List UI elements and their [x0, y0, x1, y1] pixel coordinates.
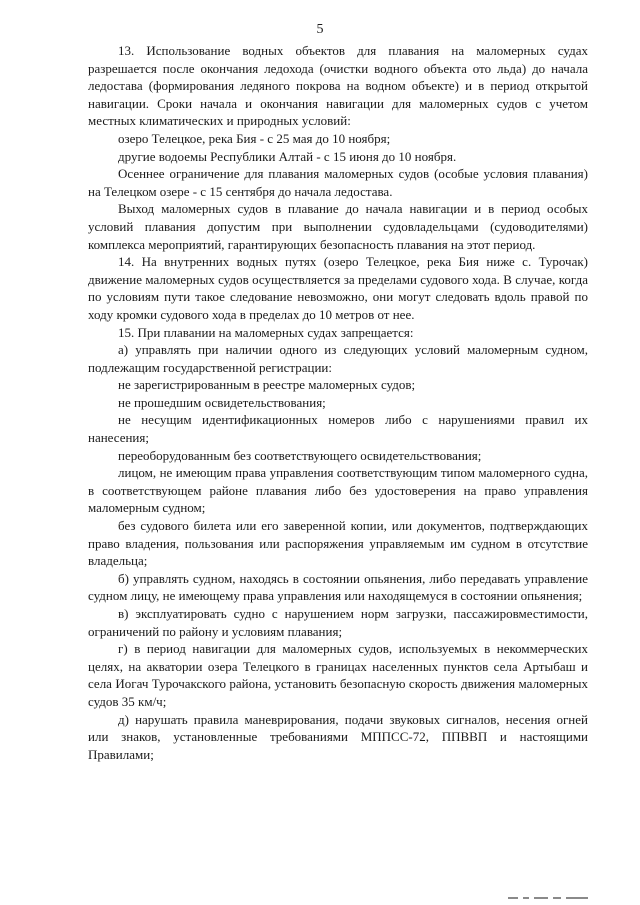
list-item: не прошедшим освидетельствования;: [118, 394, 326, 410]
paragraph-13: 13. Использование водных объектов для плавания на маломерных судах разрешается после окончания ледохода (очистки водного объекта ото льда) до начала ледостава (формирования ледяного покрова на водном объекте) и в период открытой навигации. Сроки начала и окончания навигации для маломерных судов с учетом местных климатических и природных условий:: [88, 43, 588, 129]
paragraph-early-departure: Выход маломерных судов в плавание до начала навигации и в период особых условий плавания допустим при выполнении судовладельцами (судоводителями) комплекса мероприятий, гарантирующих безопасность плавания на этот период.: [88, 201, 588, 252]
paragraph-15: 15. При плавании на маломерных судах запрещается:: [118, 324, 414, 340]
list-item: не несущим идентификационных номеров либо с нарушениями правил их нанесения;: [88, 412, 588, 446]
page-number: 5: [316, 22, 324, 37]
paragraph-other-waters-dates: другие водоемы Республики Алтай - с 15 июня до 10 ноября.: [118, 148, 457, 164]
paragraph-14: 14. На внутренних водных путях (озеро Телецкое, река Бия ниже с. Турочак) движение маломерных судов осуществляется за пределами судового хода. В случае, когда по условиям пути такое следование невозможно, они могут следовать вдоль правой по ходу кромки судового хода в пределах до 10 метров от нее.: [88, 254, 588, 322]
paragraph-teletskoye-dates: озеро Телецкое, река Бия - с 25 мая до 10 ноября;: [118, 130, 391, 146]
document-body: [88, 42, 588, 763]
list-item: без судового билета или его заверенной копии, или документов, подтверждающих право владения, пользования или распоряжения управляемым им судном в отсутствие владельца;: [88, 518, 588, 569]
scan-footer-mark: [508, 897, 604, 900]
list-item: переоборудованным без соответствующего освидетельствования;: [118, 447, 482, 463]
paragraph-15d: д) нарушать правила маневрирования, подачи звуковых сигналов, несения огней или знаков, установленные требованиями МППСС-72, ППВВП и настоящими Правилами;: [88, 711, 588, 762]
paragraph-15g: г) в период навигации для маломерных судов, используемых в некоммерческих целях, на акватории озера Телецкого в границах населенных пунктов села Артыбаш и села Иогач Турочакского района, установить безопасную скорость движения маломерных судов 35 км/ч;: [88, 641, 588, 709]
paragraph-15v: в) эксплуатировать судно с нарушением норм загрузки, пассажировместимости, ограничений по району и условиям плавания;: [88, 606, 588, 639]
paragraph-15b: б) управлять судном, находясь в состоянии опьянения, либо передавать управление судном лицу, не имеющему права управления или находящемуся в состоянии опьянения;: [88, 570, 588, 604]
list-item: лицом, не имеющим права управления соответствующим типом маломерного судна, в соответствующем районе плавания либо без удостоверения на право управления маломерным судном;: [88, 465, 588, 516]
paragraph-autumn-restriction: Осеннее ограничение для плавания маломерных судов (особые условия плавания) на Телецком озере - с 15 сентября до начала ледостава.: [88, 166, 588, 199]
list-item: не зарегистрированным в реестре маломерных судов;: [118, 377, 416, 393]
paragraph-15a: а) управлять при наличии одного из следующих условий маломерным судном, подлежащим государственной регистрации:: [88, 342, 588, 375]
